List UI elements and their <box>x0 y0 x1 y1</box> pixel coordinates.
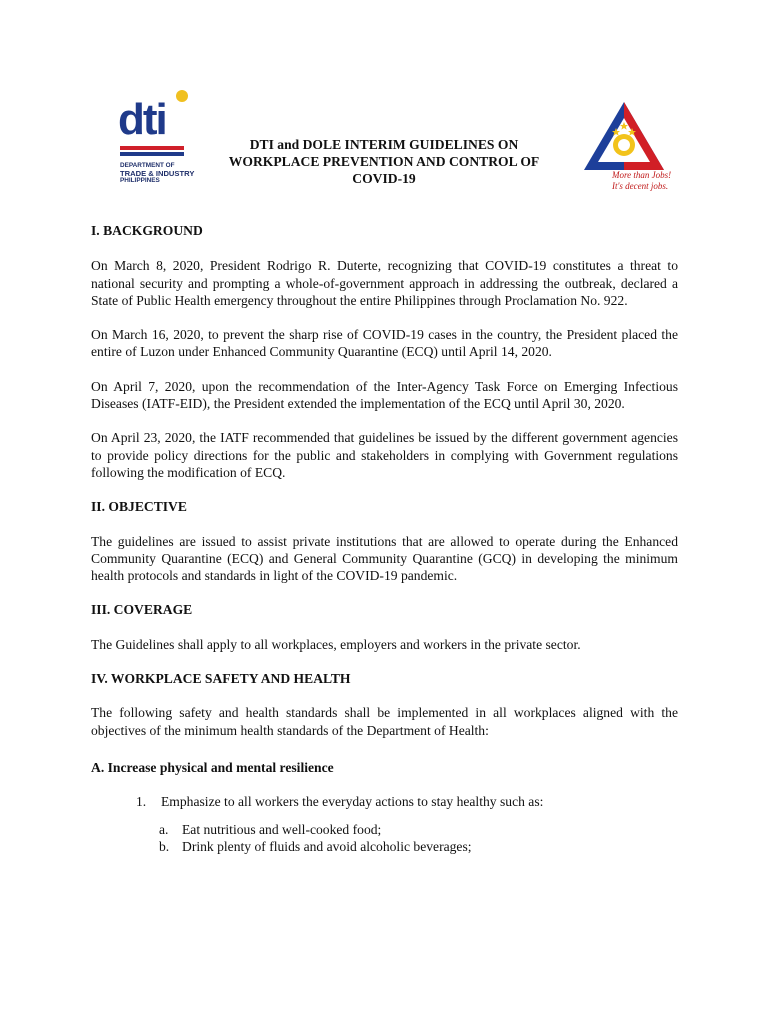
dole-tagline <box>612 170 692 192</box>
dti-dept-line2: TRADE & INDUSTRY <box>120 168 195 178</box>
background-paragraph-3: On April 7, 2020, upon the recommendation of the Inter-Agency Task Force on Emerging Infectious Diseases (IATF-EID), the President extended the implementation of the ECQ until April 30, 2020. <box>91 378 678 412</box>
section-heading-coverage: III. COVERAGE <box>91 602 193 618</box>
dti-wordmark: dti <box>118 95 166 144</box>
list-item <box>91 793 678 810</box>
title-line-3: COVID-19 <box>352 171 416 186</box>
dti-logo <box>118 96 198 200</box>
background-paragraph-2: On March 16, 2020, to prevent the sharp rise of COVID-19 cases in the country, the President placed the entire of Luzon under Enhanced Community Quarantine (ECQ) until April 14, 2020. <box>91 327 678 360</box>
dole-tagline-line2: It's decent jobs. <box>612 181 669 191</box>
coverage-paragraph: The Guidelines shall apply to all workplaces, employers and workers in the private sector. <box>91 636 581 652</box>
document-title <box>210 136 558 187</box>
dti-dept-line1: DEPARTMENT OF <box>120 162 175 169</box>
section-heading-objective: II. OBJECTIVE <box>91 499 187 515</box>
subsection-heading-a: A. Increase physical and mental resilience <box>91 759 334 775</box>
list-item-text: Emphasize to all workers the everyday actions to stay healthy such as: <box>161 794 544 810</box>
document-body <box>91 222 678 855</box>
title-line-1: DTI and DOLE INTERIM GUIDELINES ON <box>249 137 519 152</box>
dti-logo-emblem-dot <box>176 90 188 102</box>
safety-paragraph: The following safety and health standards shall be implemented in all workplaces aligned with the objectives of the minimum health standards of the Department of Health: <box>91 705 678 738</box>
document-header <box>0 90 768 210</box>
background-paragraph-1: On March 8, 2020, President Rodrigo R. Duterte, recognizing that COVID-19 constitutes a threat to national security and prompting a whole-of-government approach in addressing the outbreak, declared a State of Public Health emergency throughout the entire Philippines through Proclamation No. 922. <box>91 258 678 308</box>
lettered-list <box>91 821 678 856</box>
objective-paragraph: The guidelines are issued to assist private institutions that are allowed to operate during the Enhanced Community Quarantine (ECQ) and General Community Quarantine (GCQ) in developing the minimum health protocols and standards in light of the COVID-19 pandemic. <box>91 533 678 584</box>
list-item-text: Eat nutritious and well-cooked food; <box>182 821 382 837</box>
dole-logo <box>582 100 672 200</box>
dole-triangle-icon <box>582 100 666 172</box>
section-heading-safety: IV. WORKPLACE SAFETY AND HEALTH <box>91 671 351 687</box>
list-item <box>91 821 678 838</box>
list-item-letter: b. <box>159 838 170 854</box>
numbered-list <box>91 793 678 810</box>
dole-tagline-line1: More than Jobs! <box>612 170 672 180</box>
background-paragraph-4: On April 23, 2020, the IATF recommended that guidelines be issued by the different government agencies to provide policy directions for the public and stakeholders in complying with Government regulations following the modification of ECQ. <box>91 430 678 480</box>
list-item-text: Drink plenty of fluids and avoid alcoholic beverages; <box>182 838 472 854</box>
dti-department-text <box>120 162 198 185</box>
title-line-2: WORKPLACE PREVENTION AND CONTROL OF <box>228 154 540 169</box>
list-item-number: 1. <box>136 794 147 810</box>
dti-color-bars <box>120 146 184 158</box>
dti-dept-line3: PHILIPPINES <box>120 177 160 185</box>
section-heading-background: I. BACKGROUND <box>91 223 203 238</box>
list-item-letter: a. <box>159 821 169 837</box>
list-item <box>91 838 678 855</box>
